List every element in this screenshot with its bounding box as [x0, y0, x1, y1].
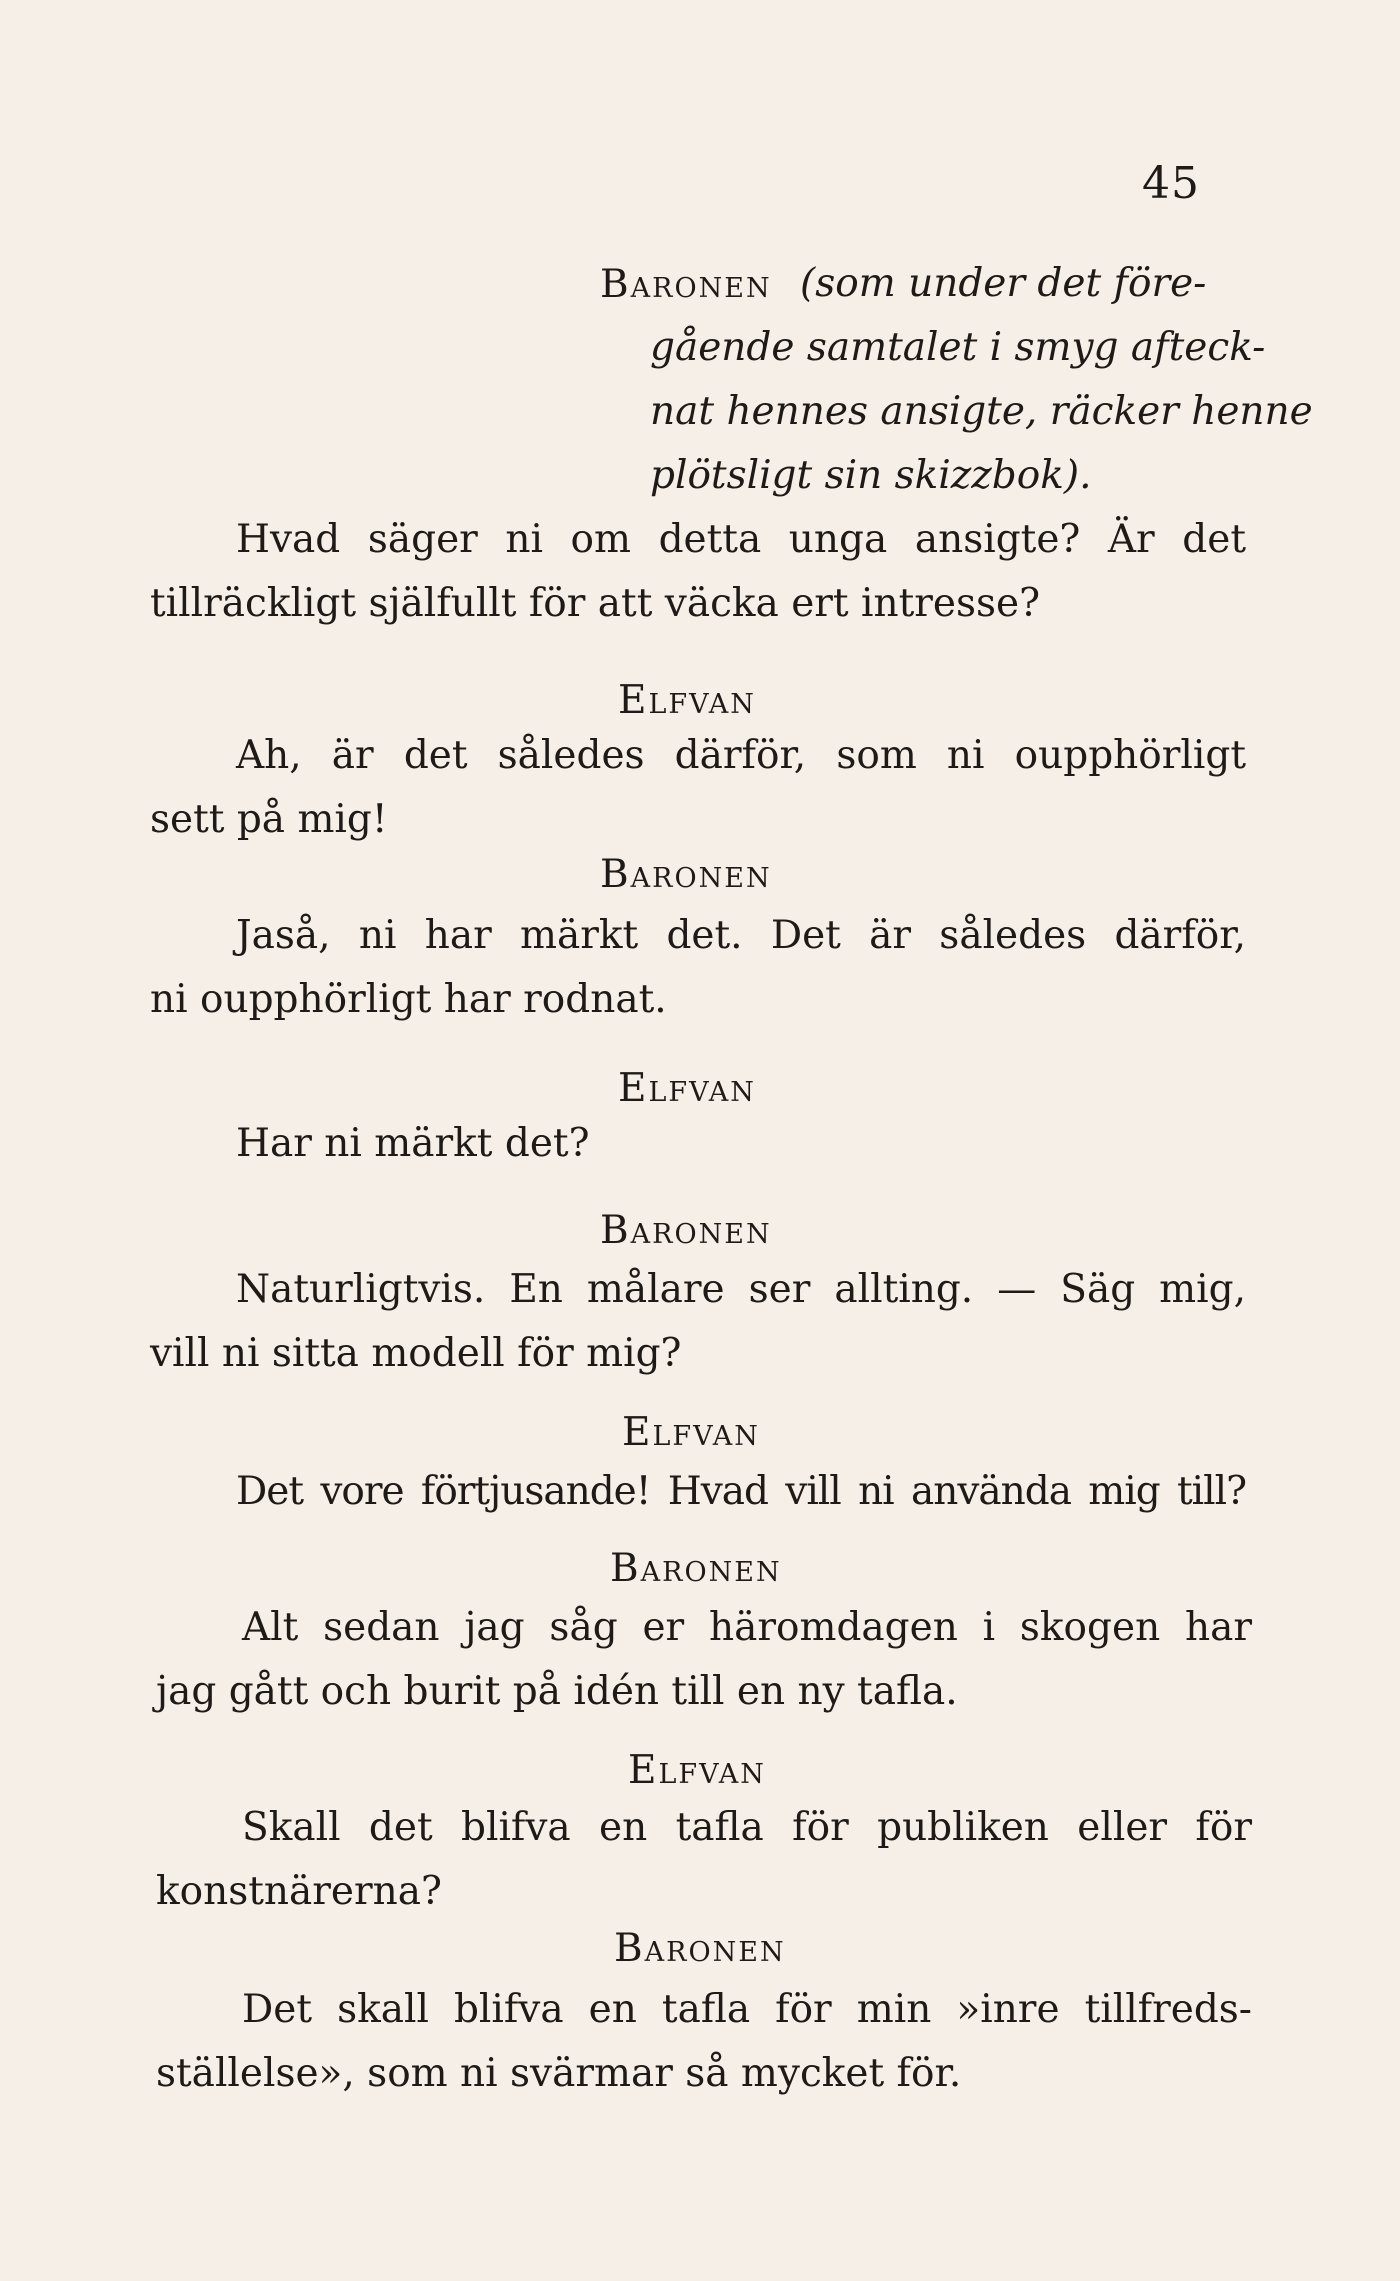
dialogue-line: Har ni märkt det?: [236, 1121, 590, 1166]
dialogue-line: tillräckligt själfullt för att väcka ert intresse?: [150, 581, 1040, 626]
speaker-name: Elfvan: [618, 678, 756, 723]
stage-direction-line: plötsligt sin skizzbok).: [650, 453, 1092, 498]
dialogue-line: Naturligtvis. En målare ser allting. — Säg mig,: [236, 1267, 1246, 1312]
stage-direction-line: nat hennes ansigte, räcker henne: [650, 389, 1313, 434]
dialogue-line: Det skall blifva en tafla för min »inre tillfreds-: [242, 1987, 1252, 2032]
page-number: 45: [1142, 158, 1200, 209]
dialogue-line: sett på mig!: [150, 797, 388, 842]
speaker-name: Elfvan: [622, 1410, 760, 1455]
dialogue-line: Alt sedan jag såg er häromdagen i skogen har: [242, 1605, 1252, 1650]
dialogue-line: jag gått och burit på idén till en ny tafla.: [156, 1669, 958, 1714]
dialogue-line: Ah, är det således därför, som ni oupphörligt: [236, 733, 1246, 778]
speaker-name: Baronen: [600, 1208, 772, 1253]
dialogue-line: ni oupphörligt har rodnat.: [150, 977, 667, 1022]
dialogue-line: konstnärerna?: [156, 1869, 442, 1914]
speaker-name: Baronen: [600, 262, 772, 307]
dialogue-line: Jaså, ni har märkt det. Det är således därför,: [236, 913, 1246, 958]
dialogue-line: Det vore förtjusande! Hvad vill ni använda mig till?: [236, 1469, 1246, 1514]
speaker-name: Elfvan: [628, 1748, 766, 1793]
stage-direction-line: (som under det före-: [800, 261, 1207, 306]
speaker-name: Baronen: [600, 852, 772, 897]
stage-direction-line: gående samtalet i smyg afteck-: [650, 325, 1266, 370]
dialogue-line: Skall det blifva en tafla för publiken eller för: [242, 1805, 1252, 1850]
dialogue-line: vill ni sitta modell för mig?: [150, 1331, 682, 1376]
speaker-name: Elfvan: [618, 1066, 756, 1111]
dialogue-line: ställelse», som ni svärmar så mycket för.: [156, 2051, 962, 2096]
dialogue-line: Hvad säger ni om detta unga ansigte? Är det: [236, 517, 1246, 562]
speaker-name: Baronen: [610, 1546, 782, 1591]
speaker-name: Baronen: [614, 1926, 786, 1971]
